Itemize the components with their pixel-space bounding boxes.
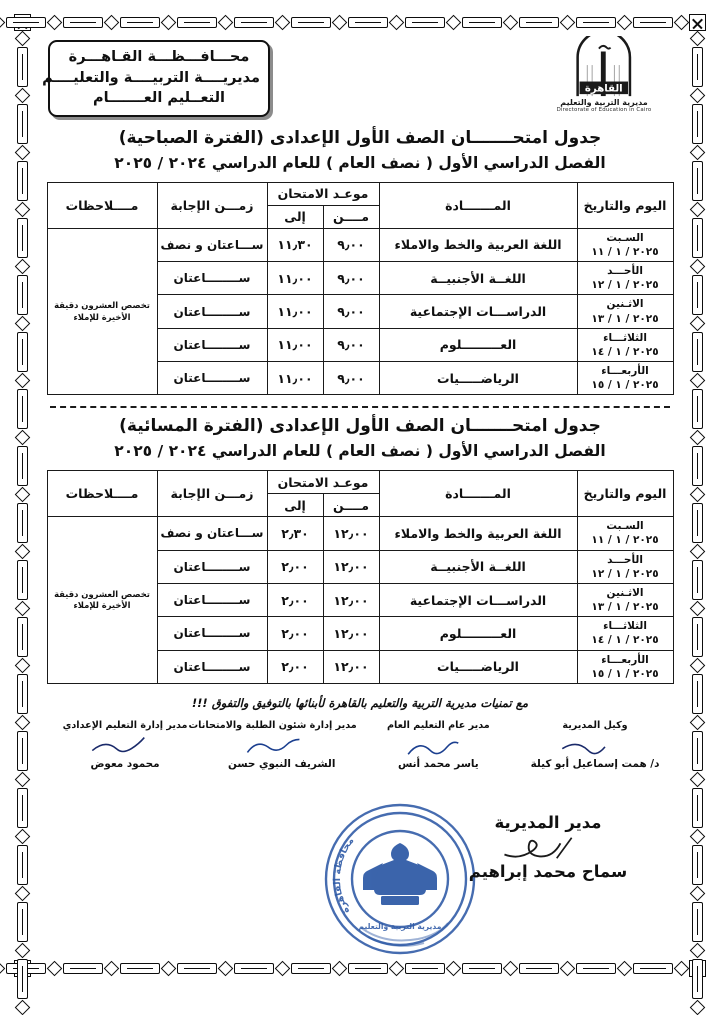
border-diamond-icon <box>0 961 5 977</box>
cell-subject: الرياضـــــيات <box>379 650 577 683</box>
header-duration: زمـــن الإجابة <box>157 471 267 517</box>
signatory-role: مدير إدارة شئون الطلبة والامتحانات <box>188 719 357 731</box>
cell-day-name: الثلاثـــاء <box>603 331 647 344</box>
cell-time-to: ٢٫٣٠ <box>267 517 323 550</box>
header-subject: المـــــــادة <box>379 471 577 517</box>
cairo-directorate-logo <box>548 36 660 114</box>
cell-day-name: الأحـــد <box>607 265 643 278</box>
cell-date-value: ٢٠٢٥ / ١ / ١٢ <box>591 567 659 580</box>
border-link-icon <box>17 161 28 201</box>
border-link-icon <box>692 104 703 144</box>
signatory-block <box>50 720 200 771</box>
border-link-icon <box>17 845 28 885</box>
cell-time-to: ١١٫٠٠ <box>267 362 323 395</box>
director-signature-zone <box>44 805 676 995</box>
cell-date-value: ٢٠٢٥ / ١ / ١٤ <box>591 345 659 358</box>
cell-duration: ســــــــاعتان <box>157 650 267 683</box>
border-diamond-icon <box>560 15 576 31</box>
border-link-icon <box>692 332 703 372</box>
cell-day-date <box>577 583 673 616</box>
stamp-bottom-text: مديرية التربية والتعليم <box>358 921 442 931</box>
table-row <box>47 517 673 550</box>
cell-time-from: ١٢٫٠٠ <box>323 550 379 583</box>
cell-date-value: ٢٠٢٥ / ١ / ١٣ <box>591 601 659 614</box>
cell-date-value: ٢٠٢٥ / ١ / ١٢ <box>591 279 659 292</box>
morning-table-body <box>47 228 673 395</box>
header-subject: المـــــــادة <box>379 182 577 228</box>
border-diamond-icon <box>389 15 405 31</box>
border-link-icon <box>692 275 703 315</box>
border-diamond-icon <box>690 316 706 332</box>
cell-subject: اللغــة الأجنبيــة <box>379 550 577 583</box>
header-day-date: اليوم والتاريخ <box>577 182 673 228</box>
border-diamond-icon <box>218 15 234 31</box>
border-diamond-icon <box>690 430 706 446</box>
border-link-icon <box>6 963 46 974</box>
border-link-icon <box>692 731 703 771</box>
governorate-line: محـــافـــظـــة القـاهـــرة <box>68 49 250 65</box>
border-link-icon <box>692 959 703 999</box>
handwritten-signature-icon <box>553 732 637 758</box>
border-diamond-icon <box>690 544 706 560</box>
border-link-icon <box>519 17 559 28</box>
border-diamond-icon <box>15 373 31 389</box>
header-notes: مــــلاحظات <box>47 471 157 517</box>
border-diamond-icon <box>15 145 31 161</box>
cell-duration: ســـاعتان و نصف <box>157 517 267 550</box>
cell-subject: اللغة العربية والخط والاملاء <box>379 228 577 261</box>
border-link-icon <box>692 446 703 486</box>
cell-time-to: ١١٫٠٠ <box>267 328 323 361</box>
border-diamond-icon <box>15 601 31 617</box>
border-diamond-icon <box>104 15 120 31</box>
cell-subject: اللغة العربية والخط والاملاء <box>379 517 577 550</box>
cell-duration: ســــــــاعتان <box>157 550 267 583</box>
cell-time-from: ١٢٫٠٠ <box>323 517 379 550</box>
general-education-line: التعــليم العـــــــام <box>92 90 226 107</box>
border-link-icon <box>692 902 703 942</box>
cell-day-date <box>577 517 673 550</box>
cell-time-from: ٩٫٠٠ <box>323 262 379 295</box>
cell-day-name: السـبت <box>606 520 644 533</box>
border-link-icon <box>17 560 28 600</box>
director-name: سماح محمد إبراهيم <box>468 861 628 881</box>
border-link-icon <box>17 731 28 771</box>
handwritten-signature-icon <box>83 732 167 758</box>
border-diamond-icon <box>332 15 348 31</box>
cell-day-date <box>577 228 673 261</box>
border-link-icon <box>17 446 28 486</box>
cell-day-date <box>577 295 673 328</box>
document-sheet <box>44 30 676 965</box>
border-diamond-icon <box>15 772 31 788</box>
border-link-icon <box>17 47 28 87</box>
border-link-icon <box>692 161 703 201</box>
cell-time-to: ٢٫٠٠ <box>267 617 323 650</box>
logo-arabic-subtitle: مديرية التربية والتعليم <box>560 98 648 107</box>
border-chain-right <box>689 31 706 960</box>
cell-time-from: ١٢٫٠٠ <box>323 617 379 650</box>
cell-day-name: السـبت <box>606 231 644 244</box>
border-link-icon <box>17 503 28 543</box>
morning-exam-table <box>47 182 674 396</box>
director-role: مدير المديرية <box>494 812 602 832</box>
border-link-icon <box>692 47 703 87</box>
border-link-icon <box>234 17 274 28</box>
border-link-icon <box>633 17 673 28</box>
director-handwritten-signature-icon <box>497 834 600 862</box>
cell-duration: ســـاعتان و نصف <box>157 228 267 261</box>
border-diamond-icon <box>15 715 31 731</box>
border-link-icon <box>177 17 217 28</box>
header-time-to: إلى <box>267 205 323 228</box>
border-link-icon <box>348 17 388 28</box>
director-block <box>458 813 638 881</box>
border-diamond-icon <box>690 943 706 959</box>
signatory-role: مدير إدارة التعليم الإعدادي <box>62 719 188 731</box>
cell-subject: الدراســـات الإجتماعية <box>379 295 577 328</box>
directorate-line: مديريــــة التربيــــة والتعليــــم <box>42 69 260 86</box>
border-link-icon <box>692 674 703 714</box>
border-link-icon <box>692 617 703 657</box>
border-link-icon <box>17 674 28 714</box>
cell-time-from: ٩٫٠٠ <box>323 328 379 361</box>
border-corner-bottom-right-icon <box>689 960 706 977</box>
border-diamond-icon <box>15 88 31 104</box>
cell-day-name: الأحـــد <box>607 553 643 566</box>
arch-minaret-logo-icon <box>566 36 642 98</box>
border-diamond-icon <box>690 373 706 389</box>
header-exam-time: موعـد الامتحان <box>267 182 379 205</box>
evening-table-body <box>47 517 673 684</box>
border-link-icon <box>576 17 616 28</box>
border-corner-bottom-left-icon <box>14 960 31 977</box>
cell-time-to: ١١٫٠٠ <box>267 262 323 295</box>
cell-duration: ســــــــاعتان <box>157 583 267 616</box>
border-chain-left <box>14 31 31 960</box>
signatory-name: د/ همت إسماعيل أبو كيلة <box>530 758 660 771</box>
border-link-icon <box>692 218 703 258</box>
border-link-icon <box>17 617 28 657</box>
border-diamond-icon <box>275 15 291 31</box>
border-link-icon <box>6 17 46 28</box>
cell-day-name: الاثـنين <box>606 586 644 599</box>
header-day-date: اليوم والتاريخ <box>577 471 673 517</box>
cell-day-name: الثلاثـــاء <box>603 620 647 633</box>
morning-title-line-1: جدول امتحـــــــان الصف الأول الإعدادى (الفترة الصباحية) <box>118 128 602 148</box>
border-diamond-icon <box>690 202 706 218</box>
cell-duration: ســــــــاعتان <box>157 262 267 295</box>
border-link-icon <box>17 104 28 144</box>
border-link-icon <box>405 17 445 28</box>
border-diamond-icon <box>446 15 462 31</box>
signatory-role: مدير عام التعليم العام <box>386 719 490 731</box>
border-diamond-icon <box>690 31 706 47</box>
border-diamond-icon <box>15 202 31 218</box>
document-header <box>44 30 676 122</box>
cell-subject: اللغــة الأجنبيــة <box>379 262 577 295</box>
border-link-icon <box>17 959 28 999</box>
evening-section-title <box>44 414 676 463</box>
cell-date-value: ٢٠٢٥ / ١ / ١١ <box>591 534 659 547</box>
cell-date-value: ٢٠٢٥ / ١ / ١٥ <box>591 667 659 680</box>
stamp-top-text: محافظة القاهرة <box>331 835 357 916</box>
border-diamond-icon <box>15 829 31 845</box>
cell-date-value: ٢٠٢٥ / ١ / ١٣ <box>591 312 659 325</box>
signatory-name: ياسر محمد أنس <box>397 758 479 771</box>
morning-title-line-2: الفصل الدراسي الأول ( نصف العام ) للعام الدراسي ٢٠٢٤ / ٢٠٢٥ <box>114 153 606 172</box>
signatory-role: وكيل المديرية <box>562 719 628 731</box>
border-diamond-icon <box>690 772 706 788</box>
border-link-icon <box>17 218 28 258</box>
border-link-icon <box>120 17 160 28</box>
signatory-block <box>520 720 670 771</box>
border-link-icon <box>63 17 103 28</box>
border-diamond-icon <box>617 15 633 31</box>
cell-day-date <box>577 617 673 650</box>
cell-subject: الرياضـــــيات <box>379 362 577 395</box>
border-diamond-icon <box>690 886 706 902</box>
signatory-name: الشريف النبوي حسن <box>227 758 336 771</box>
border-diamond-icon <box>690 829 706 845</box>
cell-day-date <box>577 550 673 583</box>
header-notes: مــــلاحظات <box>47 182 157 228</box>
border-link-icon <box>17 902 28 942</box>
logo-english-subtitle: Directorate of Education in Cairo <box>556 106 652 113</box>
border-diamond-icon <box>15 886 31 902</box>
border-diamond-icon <box>15 259 31 275</box>
border-link-icon <box>692 560 703 600</box>
border-diamond-icon <box>690 145 706 161</box>
cell-date-value: ٢٠٢٥ / ١ / ١١ <box>591 245 659 258</box>
handwritten-signature-icon <box>240 732 324 758</box>
cell-notes: تخصص العشرون دقيقة الأخيرة للإملاء <box>47 228 157 395</box>
handwritten-signature-icon <box>397 732 481 758</box>
border-diamond-icon <box>15 544 31 560</box>
border-diamond-icon <box>690 1000 706 1015</box>
border-diamond-icon <box>15 316 31 332</box>
border-diamond-icon <box>161 15 177 31</box>
border-diamond-icon <box>15 1000 31 1015</box>
cell-duration: ســــــــاعتان <box>157 328 267 361</box>
signatory-block <box>363 720 513 771</box>
border-link-icon <box>462 17 502 28</box>
morning-section-title <box>44 126 676 175</box>
cell-duration: ســــــــاعتان <box>157 295 267 328</box>
official-seal-stamp-icon <box>320 799 480 959</box>
border-corner-top-right-icon <box>689 14 706 31</box>
cell-time-to: ٢٫٠٠ <box>267 550 323 583</box>
border-diamond-icon <box>674 15 690 31</box>
cell-time-to: ٢٫٠٠ <box>267 583 323 616</box>
cell-notes: تخصص العشرون دقيقة الأخيرة للإملاء <box>47 517 157 684</box>
cell-day-date <box>577 650 673 683</box>
border-link-icon <box>692 845 703 885</box>
border-diamond-icon <box>690 658 706 674</box>
evening-title-line-1: جدول امتحـــــــان الصف الأول الإعدادى (الفترة المسائية) <box>119 416 601 437</box>
border-diamond-icon <box>15 430 31 446</box>
cell-subject: العـــــــــلوم <box>379 617 577 650</box>
border-diamond-icon <box>690 88 706 104</box>
header-time-from: مــــن <box>323 205 379 228</box>
header-duration: زمـــن الإجابة <box>157 182 267 228</box>
border-diamond-icon <box>0 15 5 31</box>
signatories-row <box>44 720 676 771</box>
cell-day-date <box>577 328 673 361</box>
table-row <box>47 228 673 261</box>
border-diamond-icon <box>15 943 31 959</box>
cell-subject: الدراســـات الإجتماعية <box>379 583 577 616</box>
wishes-line: مع تمنيات مديرية التربية والتعليم بالقاهرة لأبنائها بالتوفيق والتفوق !!! <box>191 695 529 710</box>
header-time-to: إلى <box>267 494 323 517</box>
border-link-icon <box>17 389 28 429</box>
ministry-title-box <box>42 40 270 117</box>
border-link-icon <box>692 503 703 543</box>
cell-time-from: ٩٫٠٠ <box>323 295 379 328</box>
cell-time-to: ٢٫٠٠ <box>267 650 323 683</box>
border-link-icon <box>692 788 703 828</box>
border-corner-top-left-icon <box>14 14 31 31</box>
cell-day-name: الأربعـــاء <box>601 365 649 378</box>
border-diamond-icon <box>690 259 706 275</box>
border-diamond-icon <box>690 601 706 617</box>
evening-exam-table <box>47 470 674 684</box>
section-divider <box>50 406 670 408</box>
cell-day-date <box>577 262 673 295</box>
cell-time-to: ١١٫٠٠ <box>267 295 323 328</box>
cell-date-value: ٢٠٢٥ / ١ / ١٥ <box>591 379 659 392</box>
cell-duration: ســــــــاعتان <box>157 362 267 395</box>
cell-time-to: ١١٫٣٠ <box>267 228 323 261</box>
cell-time-from: ٩٫٠٠ <box>323 228 379 261</box>
border-link-icon <box>17 788 28 828</box>
signatory-name: محمود معوض <box>90 758 160 771</box>
cell-date-value: ٢٠٢٥ / ١ / ١٤ <box>591 634 659 647</box>
border-diamond-icon <box>15 31 31 47</box>
header-time-from: مــــن <box>323 494 379 517</box>
cell-subject: العـــــــــلوم <box>379 328 577 361</box>
cell-day-date <box>577 362 673 395</box>
header-exam-time: موعـد الامتحان <box>267 471 379 494</box>
cell-day-name: الأربعـــاء <box>601 653 649 666</box>
border-link-icon <box>291 17 331 28</box>
signatory-block <box>188 719 357 771</box>
border-diamond-icon <box>690 715 706 731</box>
border-diamond-icon <box>503 15 519 31</box>
cell-time-from: ١٢٫٠٠ <box>323 650 379 683</box>
cell-time-from: ٩٫٠٠ <box>323 362 379 395</box>
border-link-icon <box>17 275 28 315</box>
border-diamond-icon <box>690 487 706 503</box>
cell-time-from: ١٢٫٠٠ <box>323 583 379 616</box>
border-link-icon <box>692 389 703 429</box>
cell-duration: ســــــــاعتان <box>157 617 267 650</box>
border-diamond-icon <box>47 15 63 31</box>
border-link-icon <box>17 332 28 372</box>
border-diamond-icon <box>674 961 690 977</box>
border-diamond-icon <box>15 658 31 674</box>
evening-title-line-2: الفصل الدراسي الأول ( نصف العام ) للعام الدراسي ٢٠٢٤ / ٢٠٢٥ <box>114 441 606 460</box>
cell-day-name: الاثـنين <box>606 298 644 311</box>
border-diamond-icon <box>15 487 31 503</box>
border-chain-top <box>31 14 689 31</box>
svg-text:القاهرة: القاهرة <box>585 83 623 95</box>
